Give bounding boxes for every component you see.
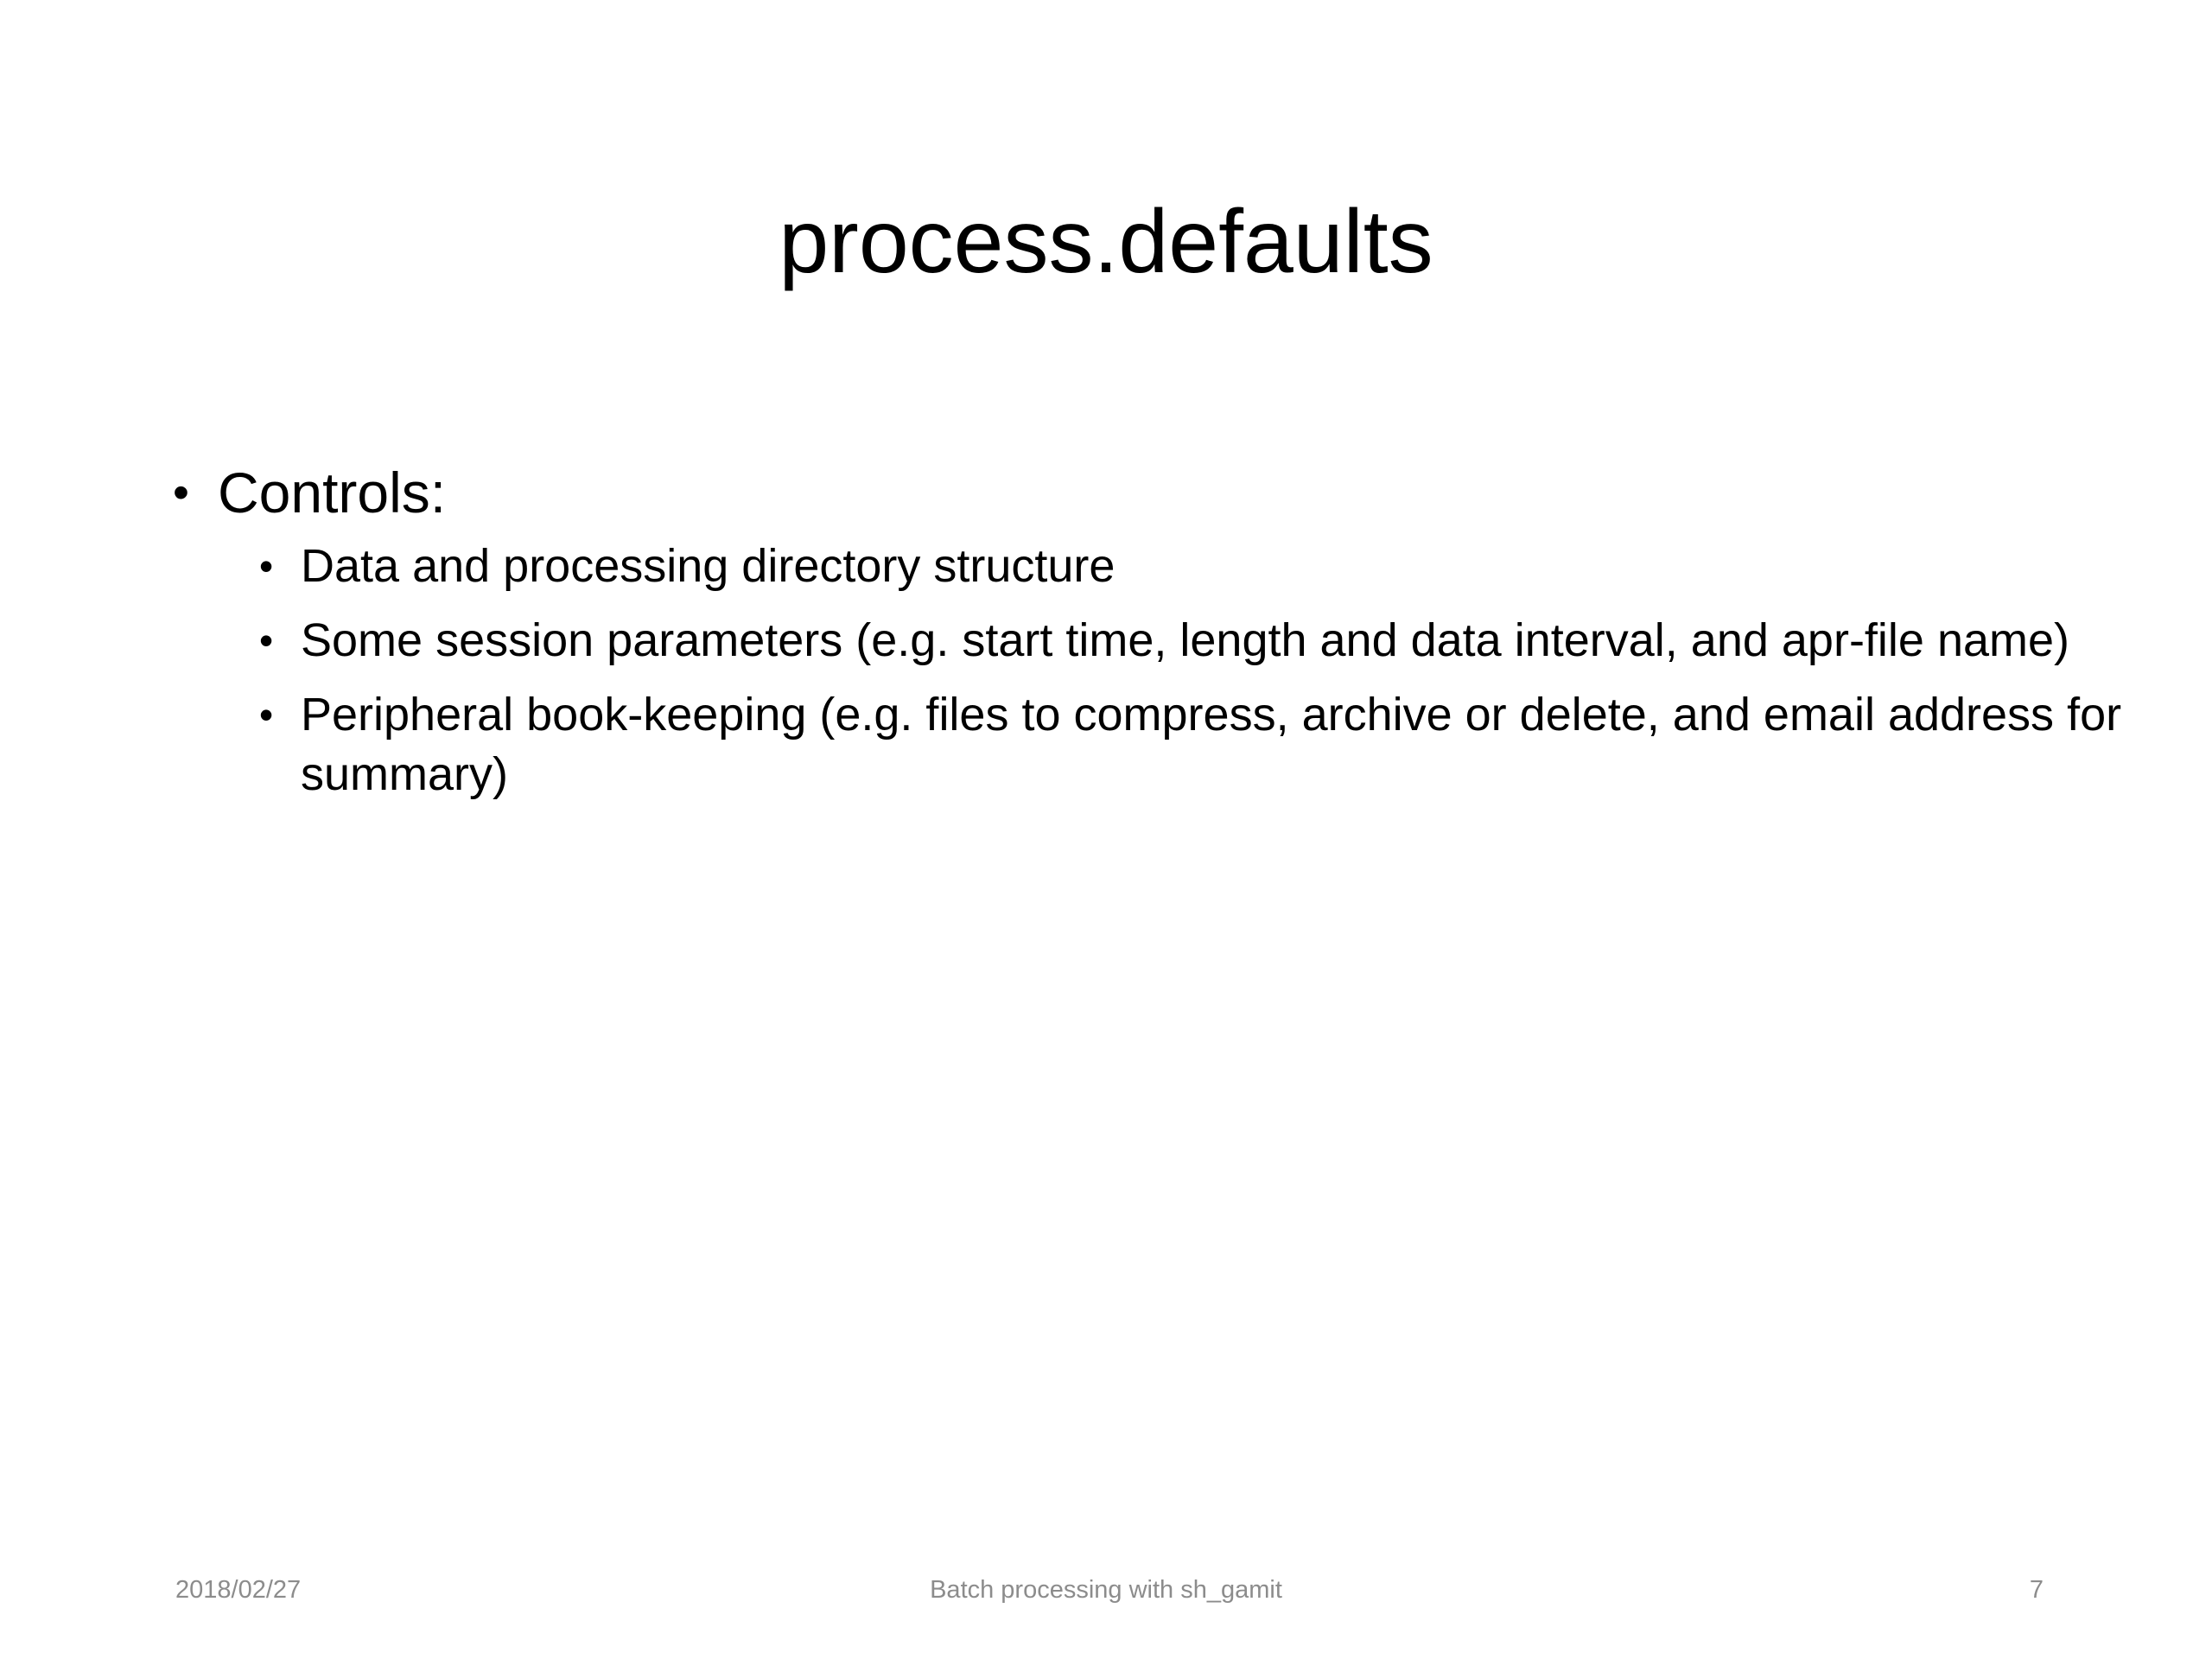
bullet-icon: • <box>259 618 274 663</box>
bullet-icon: • <box>259 543 274 588</box>
page-number: 7 <box>2029 1576 2044 1604</box>
slide-title: process.defaults <box>779 192 1433 292</box>
bullet-text: Controls: <box>218 461 447 524</box>
sub-bullet-item <box>173 611 2212 671</box>
sub-bullet-item <box>173 537 2212 596</box>
sub-bullet-item <box>173 685 2212 804</box>
sub-bullet-list <box>173 537 2122 804</box>
bullet-item-controls <box>173 454 2074 531</box>
bullet-icon: • <box>259 692 274 737</box>
slide-body <box>173 454 2122 819</box>
bullet-icon: • <box>173 467 189 518</box>
footer-date: 2018/02/27 <box>175 1576 302 1604</box>
sub-bullet-text: Data and processing directory structure <box>301 540 1116 592</box>
sub-bullet-text: Some session parameters (e.g. start time, length and data interval, and apr-file name) <box>301 614 2070 666</box>
footer-title: Batch processing with sh_gamit <box>930 1576 1282 1604</box>
sub-bullet-text: Peripheral book-keeping (e.g. files to compress, archive or delete, and email address for summary) <box>301 689 2122 800</box>
